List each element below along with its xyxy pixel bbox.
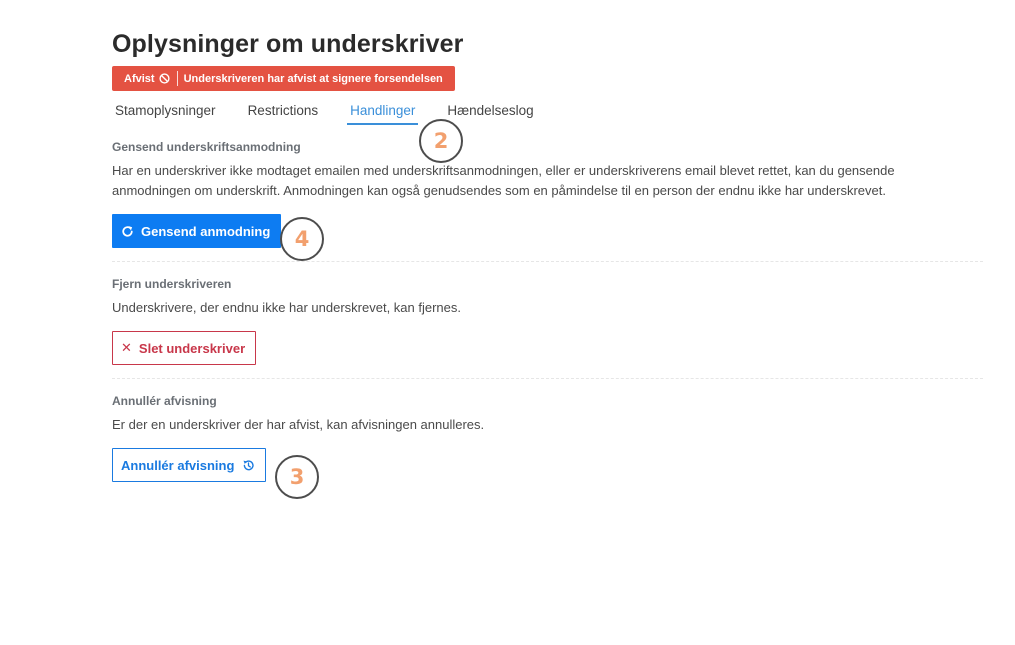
delete-signer-label: Slet underskriver	[138, 340, 246, 356]
tab-haendelseslog[interactable]: Hændelseslog	[447, 103, 534, 118]
remove-heading: Fjern underskriveren	[112, 277, 232, 291]
resend-button-row	[112, 214, 983, 248]
ban-icon	[159, 73, 170, 84]
remove-button-row	[112, 331, 983, 365]
signer-details-page	[112, 26, 983, 482]
step-marker-3: 3	[275, 455, 319, 499]
status-label-group	[124, 73, 170, 85]
cancel-rejection-button-row	[112, 448, 983, 482]
cancel-rejection-heading: Annullér afvisning	[112, 394, 217, 408]
step-marker-4: 4	[280, 217, 324, 261]
resend-description: Har en underskriver ikke modtaget emailen med underskriftsanmodningen, eller er underskriverens email blevet rettet, kan du gensende anmodningen om underskrift. Anmodningen kan også genudsendes som en påmindelse til en person der endnu ikke har underskrevet.	[112, 163, 895, 198]
status-divider	[177, 71, 178, 86]
tab-restrictions[interactable]: Restrictions	[247, 103, 319, 118]
tab-bar	[112, 103, 983, 125]
cancel-rejection-label: Annullér afvisning	[121, 457, 235, 473]
cancel-rejection-description: Er der en underskriver der har afvist, kan afvisningen annulleres.	[112, 417, 485, 432]
resend-request-button[interactable]	[112, 214, 281, 248]
status-label: Afvist	[124, 72, 155, 85]
remove-description: Underskrivere, der endnu ikke har underskrevet, kan fjernes.	[112, 300, 462, 315]
tab-handlinger[interactable]: Handlinger	[347, 103, 418, 125]
status-message: Underskriveren har afvist at signere forsendelsen	[183, 72, 443, 85]
resend-section	[112, 125, 983, 262]
delete-signer-button[interactable]	[112, 331, 256, 365]
step-marker-2: 2	[419, 119, 463, 163]
history-icon	[242, 459, 255, 472]
resend-request-label: Gensend anmodning	[141, 223, 271, 239]
remove-section	[112, 262, 983, 379]
refresh-icon	[121, 225, 134, 238]
status-badge	[112, 66, 455, 91]
tab-stamoplysninger[interactable]: Stamoplysninger	[115, 103, 216, 118]
cancel-rejection-button[interactable]	[112, 448, 266, 482]
resend-heading: Gensend underskriftsanmodning	[112, 140, 301, 154]
cancel-rejection-section	[112, 379, 983, 482]
close-icon: ✕	[121, 340, 132, 355]
page-title: Oplysninger om underskriver	[112, 30, 464, 58]
